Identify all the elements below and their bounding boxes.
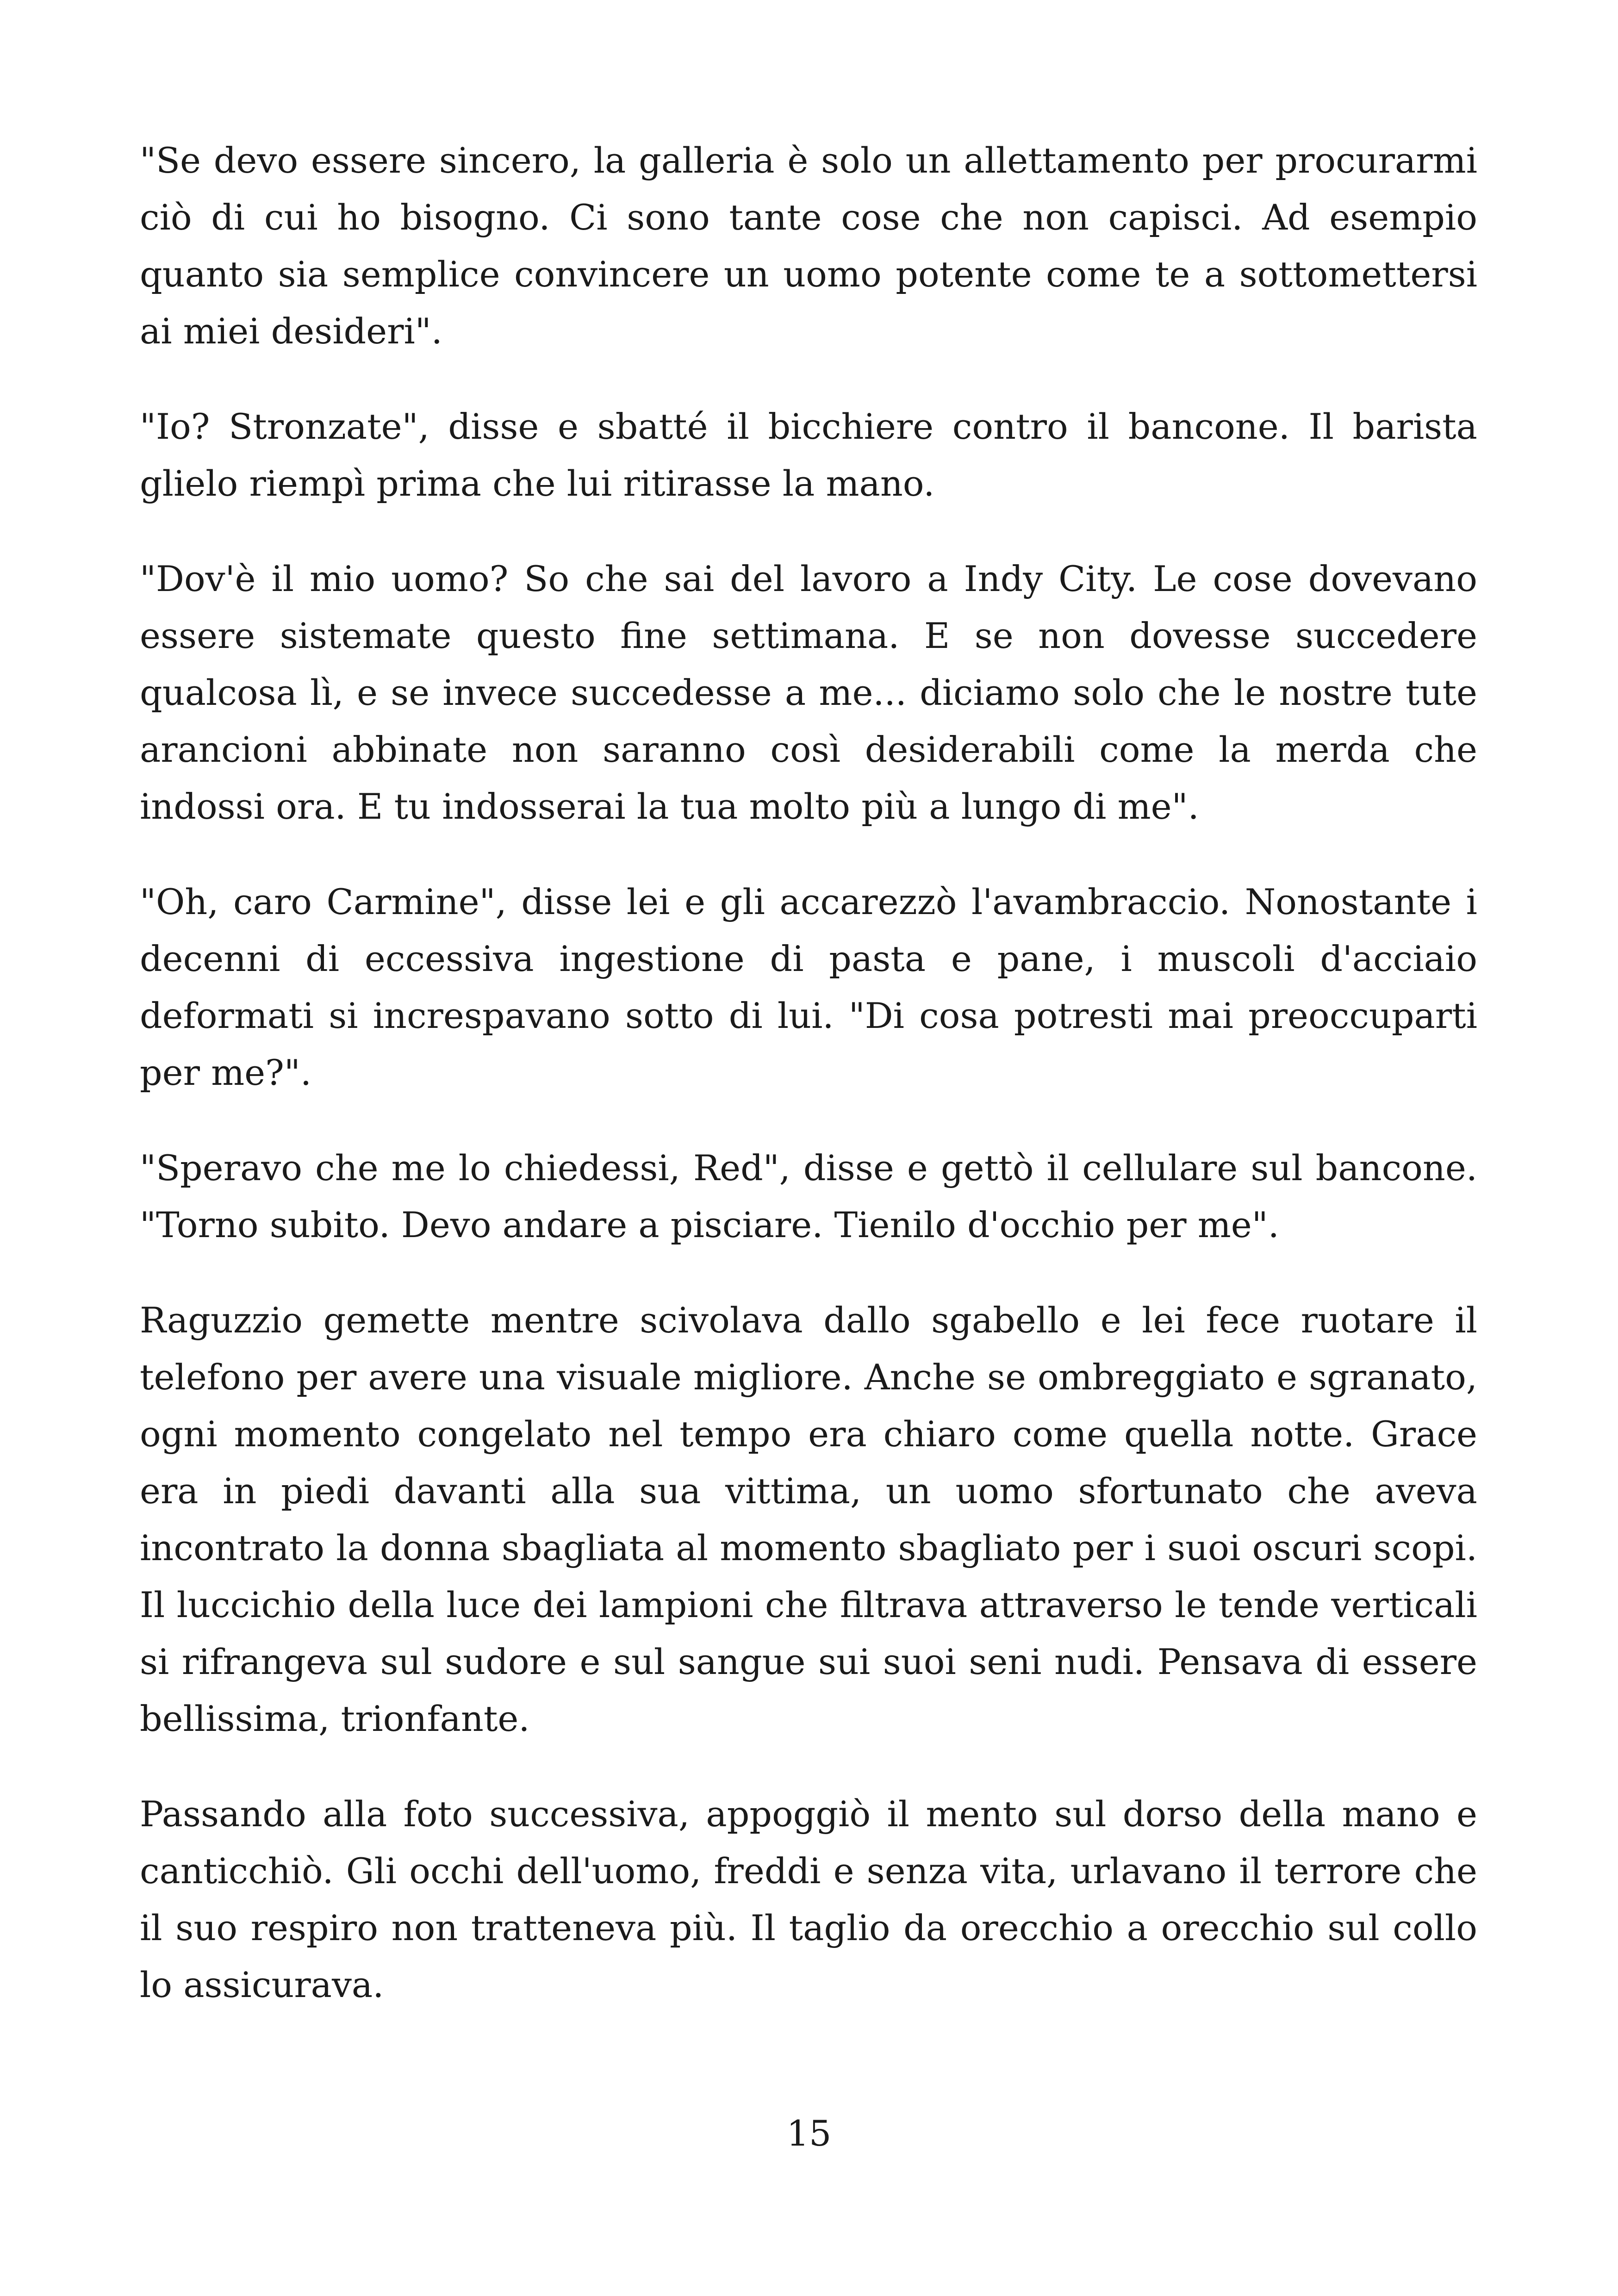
paragraph-1: "Se devo essere sincero, la galleria è solo un allettamento per procurarmi ciò di cui ho bisogno. Ci sono tante cose che non capisci. Ad esempio quanto sia semplice convincere un uomo potente come te a sottomettersi ai miei desideri". (140, 140, 1477, 352)
paragraph-6: Raguzzio gemette mentre scivolava dallo sgabello e lei fece ruotare il telefono per avere una visuale migliore. Anche se ombreggiato e sgranato, ogni momento congelato nel tempo era chiaro come quella notte. Grace era in piedi davanti alla sua vittima, un uomo sfortunato che aveva incontrato la donna sbagliata al momento sbagliato per i suoi oscuri scopi. Il luccichio della luce dei lampioni che filtrava attraverso le tende verticali si rifrangeva sul sudore e sul sangue sui suoi seni nudi. Pensava di essere bellissima, trionfante. (140, 1300, 1477, 1739)
paragraph-7: Passando alla foto successiva, appoggiò il mento sul dorso della mano e canticchiò. Gli occhi dell'uomo, freddi e senza vita, urlavano il terrore che il suo respiro non tratteneva più. Il taglio da orecchio a orecchio sul collo lo assicurava. (140, 1793, 1477, 2005)
page-number: 15 (786, 2113, 832, 2154)
paragraph-2: "Io? Stronzate", disse e sbatté il bicchiere contro il bancone. Il barista glielo riempì prima che lui ritirasse la mano. (140, 406, 1477, 504)
body-text (140, 132, 1477, 2052)
paragraph-5: "Speravo che me lo chiedessi, Red", disse e gettò il cellulare sul bancone. "Torno subito. Devo andare a pisciare. Tienilo d'occhio per me". (140, 1147, 1477, 1245)
paragraph-4: "Oh, caro Carmine", disse lei e gli accarezzò l'avambraccio. Nonostante i decenni di eccessiva ingestione di pasta e pane, i muscoli d'acciaio deformati si increspavano sotto di lui. "Di cosa potresti mai preoccuparti per me?". (140, 881, 1477, 1093)
paragraph-3: "Dov'è il mio uomo? So che sai del lavoro a Indy City. Le cose dovevano essere sistemate questo fine settimana. E se non dovesse succedere qualcosa lì, e se invece succedesse a me... diciamo solo che le nostre tute arancioni abbinate non saranno così desiderabili come la merda che indossi ora. E tu indosserai la tua molto più a lungo di me". (140, 558, 1477, 827)
